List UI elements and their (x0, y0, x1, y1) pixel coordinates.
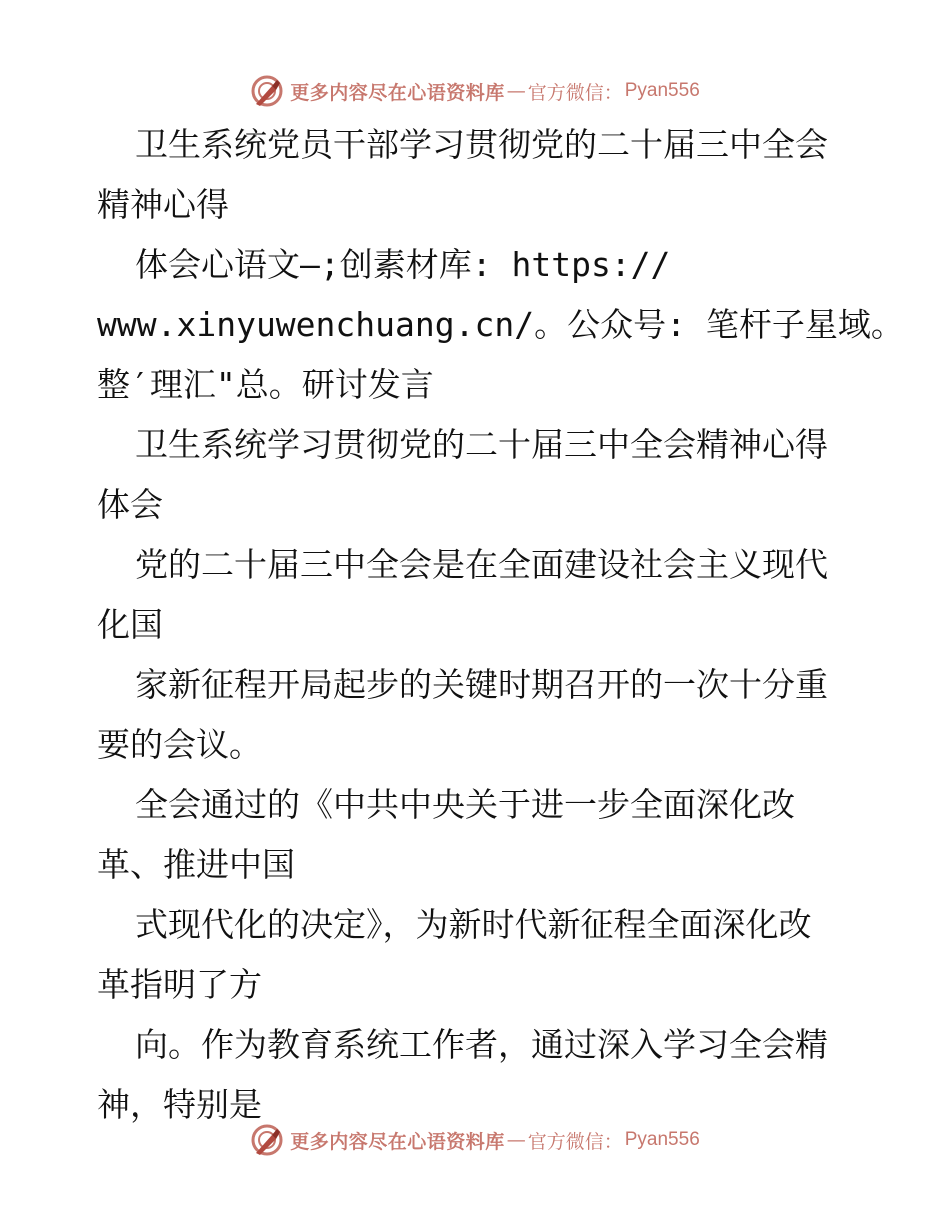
text-line: 式现代化的决定》，为新时代新征程全面深化改 (135, 905, 812, 944)
banner-dash: — (506, 80, 526, 102)
footer-banner (0, 1120, 950, 1160)
banner-official-label: 官方微信： (527, 81, 623, 104)
text-line: 革指明了方 (97, 965, 262, 1004)
banner-official-label: 官方微信： (527, 1130, 623, 1153)
banner-text: 更多内容尽在心语资料库 (290, 1130, 505, 1153)
header-banner (0, 71, 950, 111)
title-line-2: 精神心得 (97, 185, 229, 224)
text-line: www.xinyuwenchuang.cn/。公众号: 笔杆子星域。 (97, 305, 904, 344)
banner-wechat-id: Pyan556 (624, 1129, 700, 1150)
title-line-1: 卫生系统党员干部学习贯彻党的二十届三中全会 (135, 125, 828, 164)
text-line: 体会心语文—;创素材库: https:// (135, 245, 671, 284)
text-line: 家新征程开局起步的关键时期召开的一次十分重 (135, 665, 828, 704)
text-line: 整′理汇"总。研讨发言 (97, 365, 434, 404)
text-line: 要的会议。 (97, 725, 262, 764)
banner-dash: — (506, 1129, 526, 1151)
text-line: 卫生系统学习贯彻党的二十届三中全会精神心得 (135, 425, 828, 464)
text-line: 党的二十届三中全会是在全面建设社会主义现代 (135, 545, 828, 584)
banner-wechat-id: Pyan556 (624, 80, 700, 101)
pen-logo-icon (250, 74, 284, 108)
text-line: 体会 (97, 485, 163, 524)
banner-text: 更多内容尽在心语资料库 (290, 81, 505, 104)
text-line: 全会通过的《中共中央关于进一步全面深化改 (135, 785, 795, 824)
text-line: 革、推进中国 (97, 845, 295, 884)
text-line: 化国 (97, 605, 163, 644)
text-line: 向。作为教育系统工作者，通过深入学习全会精 (135, 1025, 828, 1064)
text-line: 神，特别是 (97, 1085, 262, 1124)
pen-logo-icon (250, 1123, 284, 1157)
